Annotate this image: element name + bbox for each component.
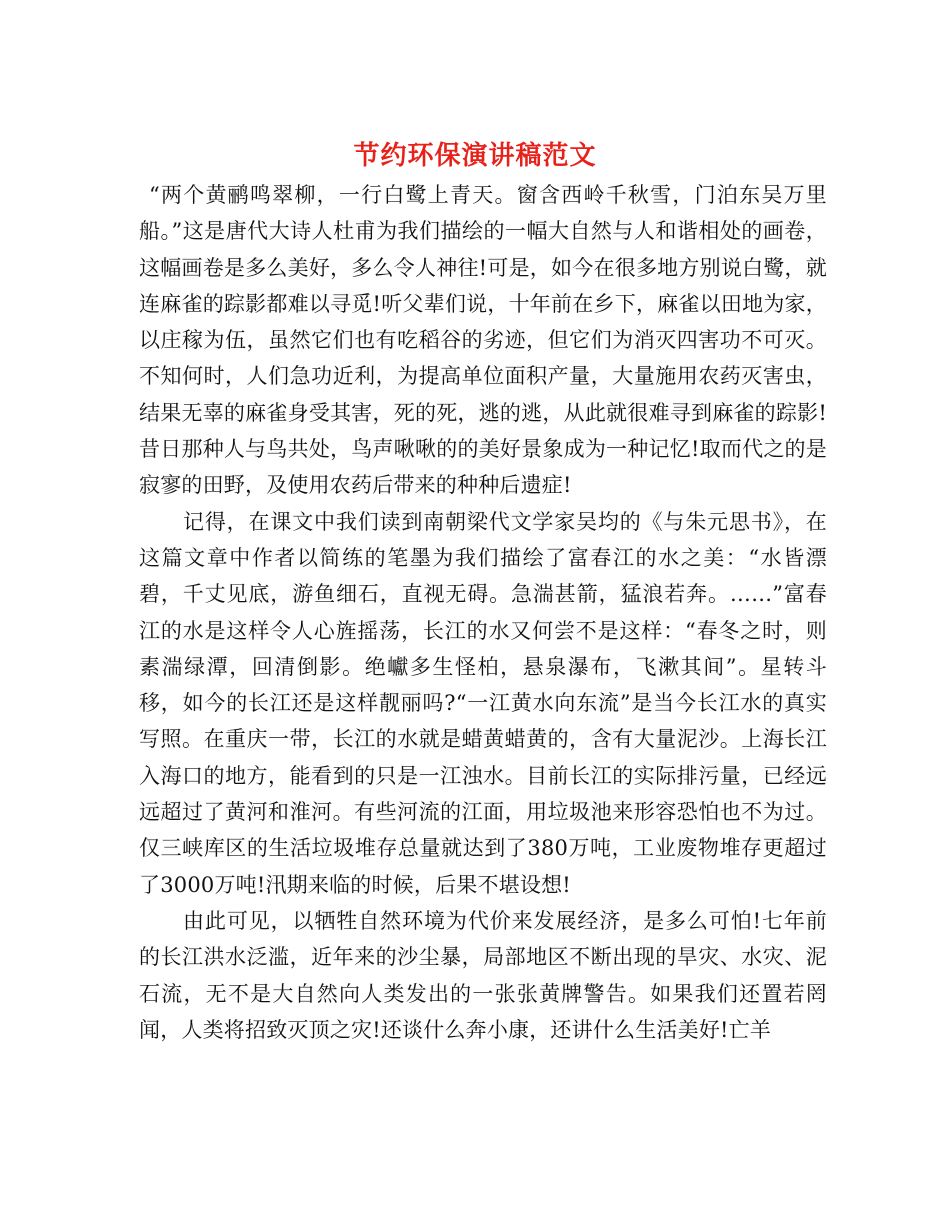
paragraph-1: “两个黄鹂鸣翠柳，一行白鹭上青天。窗含西岭千秋雪，门泊东吴万里船。”这是唐代大诗人杜甫为我们描绘的一幅大自然与人和谐相处的画卷，这幅画卷是多么美好，多么令人神往!可是，如今在很多地方别说白鹭，就连麻雀的踪影都难以寻觅!听父辈们说，十年前在乡下，麻雀以田地为家，以庄稼为伍，虽然它们也有吃稻谷的劣迹，但它们为消灭四害功不可灭。不知何时，人们急功近利，为提高单位面积产量，大量施用农药灭害虫，结果无辜的麻雀身受其害，死的死，逃的逃，从此就很难寻到麻雀的踪影!昔日那种人与鸟共处，鸟声啾啾的的美好景象成为一种记忆!取而代之的是寂寥的田野，及使用农药后带来的种种后遗症! — [139, 183, 827, 498]
paragraph-3: 由此可见，以牺牲自然环境为代价来发展经济，是多么可怕!七年前的长江洪水泛滥，近年来的沙尘暴，局部地区不断出现的旱灾、水灾、泥石流，无不是大自然向人类发出的一张张黄牌警告。如果我们还置若罔闻，人类将招致灭顶之灾!还谈什么奔小康，还讲什么生活美好!亡羊 — [139, 908, 827, 1042]
page-title: 节约环保演讲稿范文 — [353, 141, 597, 172]
paragraph-2: 记得，在课文中我们读到南朝梁代文学家吴均的《与朱元思书》，在这篇文章中作者以简练的笔墨为我们描绘了富春江的水之美：“水皆漂碧，千丈见底，游鱼细石，直视无碍。急湍甚箭，猛浪若奔。……”富春江的水是这样令人心旌摇荡，长江的水又何尝不是这样：“春冬之时，则素湍绿潭，回清倒影。绝巘多生怪柏，悬泉瀑布，飞漱其间”。星转斗移，如今的长江还是这样靓丽吗?“一江黄水向东流”是当今长江水的真实写照。在重庆一带，长江的水就是蜡黄蜡黄的，含有大量泥沙。上海长江入海口的地方，能看到的只是一江浊水。目前长江的实际排污量，已经远远超过了黄河和淮河。有些河流的江面，用垃圾池来形容恐怕也不为过。仅三峡库区的生活垃圾堆存总量就达到了380万吨，工业废物堆存更超过了3000万吨!汛期来临的时候，后果不堪设想! — [139, 509, 827, 897]
article-body — [139, 177, 827, 1048]
